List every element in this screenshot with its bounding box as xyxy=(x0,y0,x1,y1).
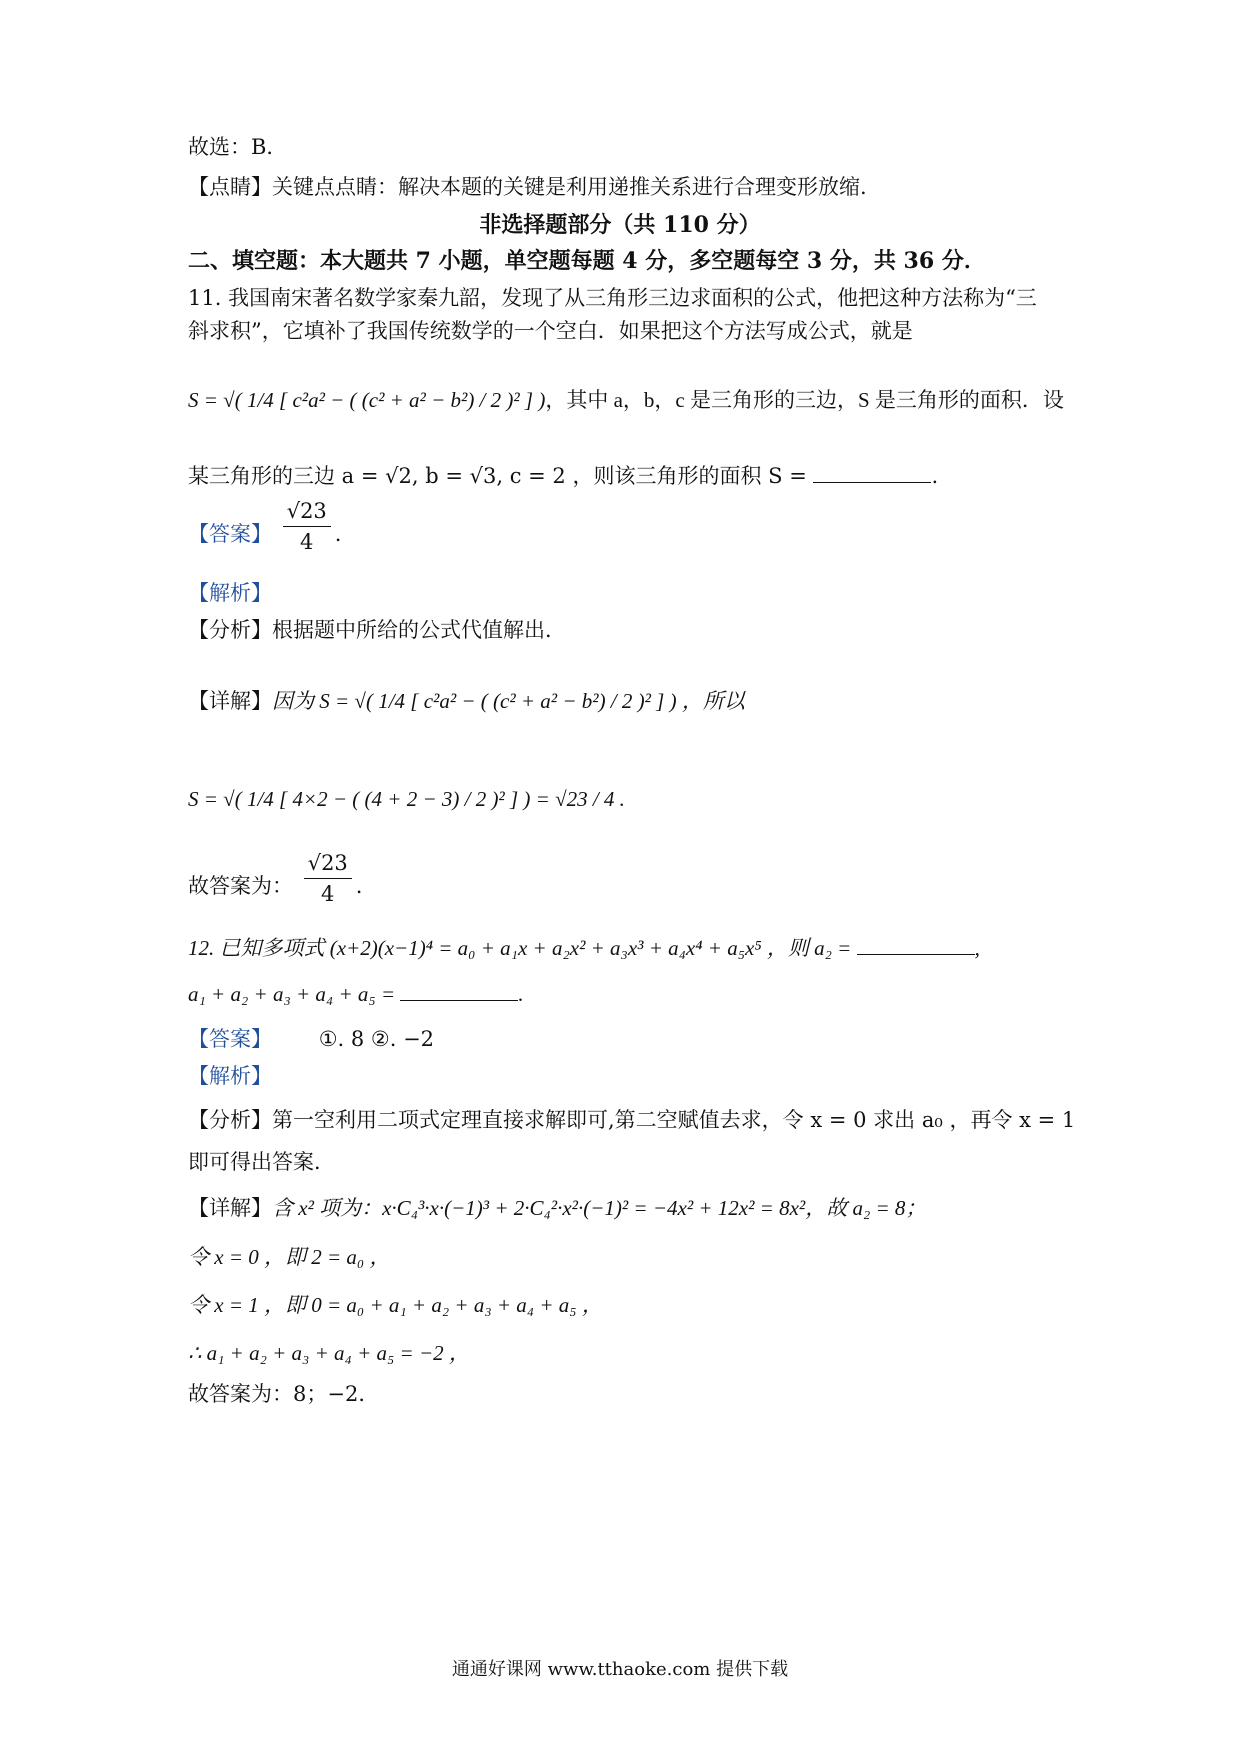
fraction-denominator: 4 xyxy=(321,882,335,906)
answer-12 xyxy=(188,1024,434,1054)
fenxi-12-cont: 即可得出答案． xyxy=(188,1150,335,1174)
jiexi-tag: 【解析】 xyxy=(188,1064,272,1088)
fraction-numerator: √23 xyxy=(304,848,352,879)
xiangjie-text: 含 x² 项为：x·C₄³·x·(−1)³ + 2·C₄²·x²·(−1)² = −4x² + 12x² = 8x²，故 a₂ = 8； xyxy=(272,1196,927,1220)
final-label: 故答案为： xyxy=(188,874,293,898)
xiangjie-tag: 【详解】 xyxy=(188,1196,272,1220)
answer-tag: 【答案】 xyxy=(188,522,272,546)
fenxi-tag: 【分析】 xyxy=(188,1108,272,1132)
xiangjie-11 xyxy=(188,686,745,716)
answer-blank xyxy=(813,462,931,483)
text-line: 故选：B． xyxy=(188,135,288,159)
step-1: 令 x = 0 ，即 2 = a₀ ， xyxy=(188,1245,391,1269)
final-fraction xyxy=(304,848,352,909)
dianjing-tag: 【点睛】 xyxy=(188,175,272,199)
answer-blank xyxy=(857,934,975,955)
final-12: 故答案为：8；−2． xyxy=(188,1382,380,1406)
xiangjie-text: 因为 S = √( 1/4 [ c²a² − ( (c² + a² − b²) / 2 )² ] ) ，所以 xyxy=(272,689,745,713)
q12-line-1: 12. 已知多项式 (x+2)(x−1)⁴ = a₀ + a₁x + a₂x² + a₃x³ + a₄x⁴ + a₅x⁵ ，则 a₂ = , xyxy=(188,936,980,960)
answer-blank xyxy=(400,980,518,1001)
fenxi-11 xyxy=(188,615,566,645)
fraction-denominator: 4 xyxy=(300,530,314,554)
final-11: 故答案为： $\frac{√23}{4}$ . xyxy=(188,866,362,909)
step-2: 令 x = 1 ，即 0 = a₀ + a₁ + a₂ + a₃ + a₄ + a₅ ， xyxy=(188,1293,603,1317)
q11-question: 某三角形的三边 a = √2, b = √3, c = 2 ，则该三角形的面积 S = xyxy=(188,464,807,488)
step-3: ∴ a₁ + a₂ + a₃ + a₄ + a₅ = −2 ， xyxy=(188,1341,470,1365)
q11-line-3: 某三角形的三边 a = √2, b = √3, c = 2 ，则该三角形的面积 S = . xyxy=(188,464,939,488)
answer-11: 【答案】 $\frac{√23}{4}$ . xyxy=(188,514,341,557)
q12-text: 12. 已知多项式 (x+2)(x−1)⁴ = a₀ + a₁x + a₂x² + a₃x³ + a₄x⁴ + a₅x⁵ ，则 a₂ = xyxy=(188,936,852,960)
heron-formula: S = √( 1/4 [ c²a² − ( (c² + a² − b²) / 2 )² ] ) xyxy=(188,388,546,412)
fenxi-12 xyxy=(188,1105,1075,1135)
fraction-numerator: √23 xyxy=(283,496,331,527)
jiexi-tag: 【解析】 xyxy=(188,581,272,605)
q12-sum: a₁ + a₂ + a₃ + a₄ + a₅ = xyxy=(188,982,396,1006)
q11-formula-tail: ，其中 a，b，c 是三角形的三边，S 是三角形的面积．设 xyxy=(545,388,1064,412)
footer-text: 通通好课网 www.tthaoke.com 提供下载 xyxy=(451,1659,789,1680)
dianjing-text: 关键点点睛：解决本题的关键是利用递推关系进行合理变形放缩. xyxy=(272,175,867,199)
calc-11: S = √( 1/4 [ 4×2 − ( (4 + 2 − 3) / 2 )² ] ) = √23 / 4 . xyxy=(188,787,625,811)
answer-fraction xyxy=(283,496,331,557)
q11-formula xyxy=(188,385,1064,415)
fenxi-text: 根据题中所给的公式代值解出． xyxy=(272,618,566,642)
q11-line-1: 11. 我国南宋著名数学家秦九韶，发现了从三角形三边求面积的公式，他把这种方法称为“三 xyxy=(188,286,1037,310)
xiangjie-12 xyxy=(188,1193,926,1223)
section-subtitle: 二、填空题：本大题共 7 小题，单空题每题 4 分，多空题每空 3 分，共 36 分． xyxy=(188,248,986,274)
answer-values: ①. 8 ②. −2 xyxy=(318,1027,435,1051)
fenxi-text: 第一空利用二项式定理直接求解即可,第二空赋值去求，令 x = 0 求出 a₀ ，再令 x = 1 xyxy=(272,1108,1076,1132)
xiangjie-tag: 【详解】 xyxy=(188,689,272,713)
fenxi-tag: 【分析】 xyxy=(188,618,272,642)
answer-tag: 【答案】 xyxy=(188,1027,272,1051)
q12-line-2: a₁ + a₂ + a₃ + a₄ + a₅ = . xyxy=(188,982,524,1006)
dianjing-line xyxy=(188,172,867,202)
q11-line-2: 斜求积”，它填补了我国传统数学的一个空白．如果把这个方法写成公式，就是 xyxy=(188,319,913,343)
section-title: 非选择题部分（共 110 分） xyxy=(479,212,761,238)
